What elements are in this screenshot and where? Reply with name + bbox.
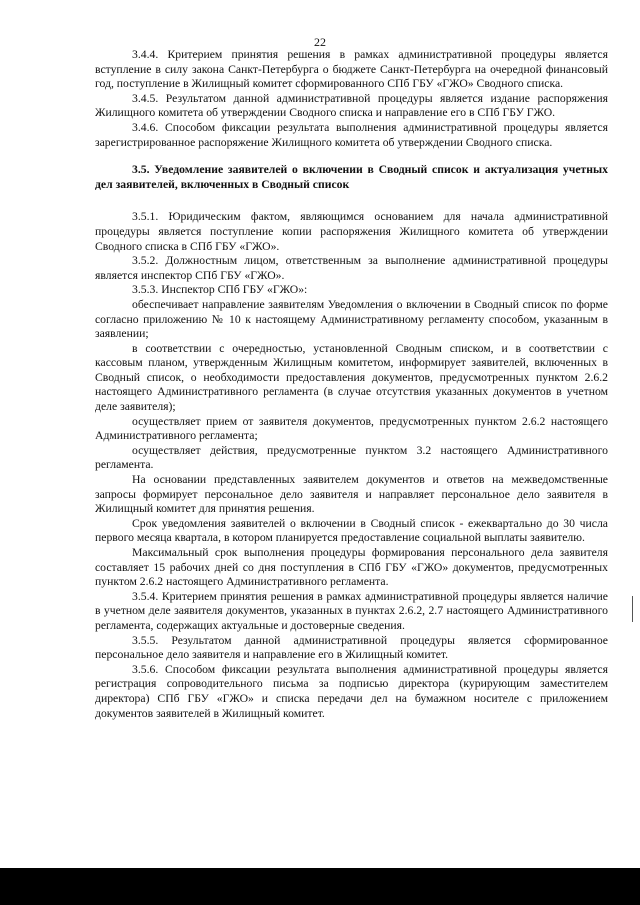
paragraph-3-4-6: 3.4.6. Способом фиксации результата выполнения административной процедуры является зарегистрированное распоряжение Жилищного комитета об утверждении Сводного списка. — [95, 120, 608, 149]
scan-bottom-bar — [0, 868, 640, 905]
paragraph-max-term: Максимальный срок выполнения процедуры формирования персонального дела заявителя составляет 15 рабочих дней со дня поступления в СПб ГБУ «ГЖО» документов, предусмотренных пунктом 2.6.2 настоящего Административного регламента. — [95, 546, 608, 589]
paragraph-3-5-5: 3.5.5. Результатом данной административной процедуры является сформированное персональное дело заявителя и направление его в Жилищный комитет. — [95, 633, 608, 662]
paragraph-3-5-6: 3.5.6. Способом фиксации результата выполнения административной процедуры является регистрация сопроводительного письма за подписью директора (курирующим заместителем директора) СПб ГБУ «ГЖО» и списка передачи дел на бумажном носителе с приложением документов заявителей в Жилищный комитет. — [95, 662, 608, 720]
page-number: 22 — [314, 35, 326, 49]
paragraph-3-5-1: 3.5.1. Юридическим фактом, являющимся основанием для начала административной процедуры является поступление копии распоряжения Жилищного комитета об утверждении Сводного списка в СПб ГБУ «ГЖО». — [95, 210, 608, 253]
paragraph-personal-file: На основании представленных заявителем документов и ответов на межведомственные запросы формирует персональное дело заявителя и направляет персональное дело заявителя в Жилищный комитет для принятия решения. — [95, 473, 608, 516]
document-body — [95, 48, 608, 721]
paragraph-duty-accept: осуществляет прием от заявителя документов, предусмотренных пунктом 2.6.2 настоящего Административного регламента; — [95, 414, 608, 443]
scan-artifact-mark — [632, 596, 633, 622]
paragraph-duty-inform: в соответствии с очередностью, установленной Сводным списком, и в соответствии с кассовым планом, утвержденным Жилищным комитетом, информирует заявителей, включенных в Сводный список, о необходимости предоставления документов, предусмотренных пунктом 2.6.2 настоящего Административного регламента (в случае отсутствия указанных документов в учетном деле заявителя); — [95, 341, 608, 414]
paragraph-3-5-2: 3.5.2. Должностным лицом, ответственным за выполнение административной процедуры является инспектор СПб ГБУ «ГЖО». — [95, 254, 608, 282]
paragraph-notification-term: Срок уведомления заявителей о включении в Сводный список - ежеквартально до 30 числа первого месяца квартала, в котором планируется предоставление социальной выплаты заявителю. — [95, 516, 608, 545]
paragraph-3-4-4: 3.4.4. Критерием принятия решения в рамках административной процедуры является вступление в силу закона Санкт-Петербурга о бюджете Санкт-Петербурга на очередной финансовый год, поступление в Жилищный комитет сформированного СПб ГБУ «ГЖО» Сводного списка. — [95, 48, 608, 91]
paragraph-3-5-4: 3.5.4. Критерием принятия решения в рамках административной процедуры является наличие в учетном деле заявителя документов, указанных в пунктах 2.6.2, 2.7 настоящего Административного регламента, содержащих актуальные и достоверные сведения. — [95, 589, 608, 632]
section-heading-3-5: 3.5. Уведомление заявителей о включении в Сводный список и актуализация учетных дел заявителей, включенных в Сводный список — [95, 163, 608, 191]
paragraph-duty-actions: осуществляет действия, предусмотренные пунктом 3.2 настоящего Административного регламента. — [95, 443, 608, 472]
paragraph-3-5-3: 3.5.3. Инспектор СПб ГБУ «ГЖО»: — [132, 283, 308, 297]
paragraph-3-4-5: 3.4.5. Результатом данной административной процедуры является издание распоряжения Жилищного комитета об утверждении Сводного списка и направление его в СПб ГБУ ГЖО. — [95, 91, 608, 120]
paragraph-duty-notify: обеспечивает направление заявителям Уведомления о включении в Сводный список по форме согласно приложению № 10 к настоящему Административному регламенту способом, указанным в заявлении; — [95, 297, 608, 341]
